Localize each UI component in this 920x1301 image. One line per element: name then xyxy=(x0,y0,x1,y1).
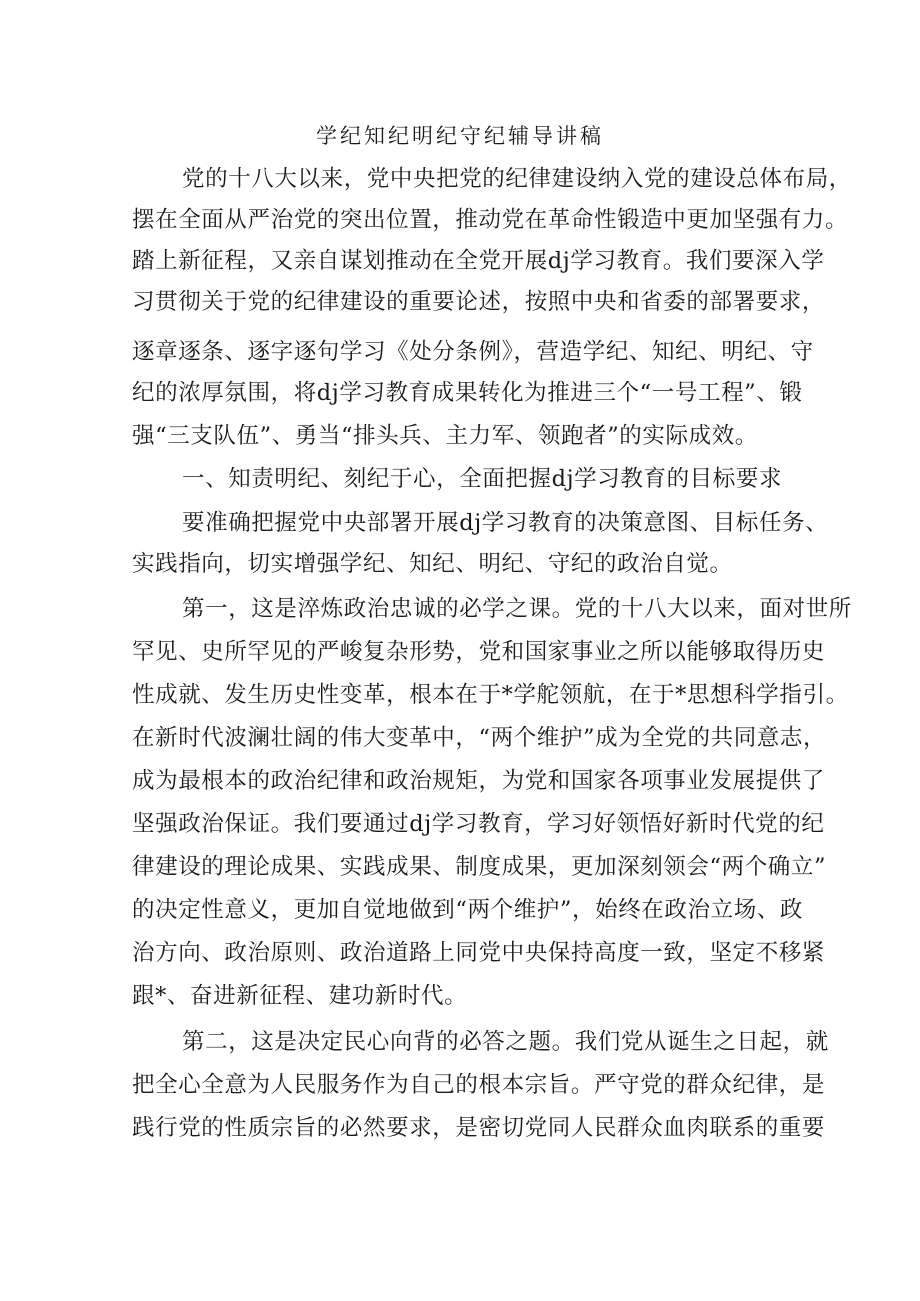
paragraph-4-line-2: 把全心全意为人民服务作为自己的根本宗旨。严守党的群众纪律，是 xyxy=(132,1072,826,1098)
paragraph-2-line-1: 要准确把握党中央部署开展dj学习教育的决策意图、目标任务、 xyxy=(182,510,829,536)
paragraph-3-line-1: 第一，这是淬炼政治忠诚的必学之课。党的十八大以来，面对世所 xyxy=(182,596,852,622)
section-heading-1: 一、知责明纪、刻纪于心，全面把握dj学习教育的目标要求 xyxy=(182,466,783,492)
paragraph-3-line-6: 坚强政治保证。我们要通过dj学习教育，学习好领悟好新时代党的纪 xyxy=(132,811,825,837)
paragraph-3-line-7: 律建设的理论成果、实践成果、制度成果，更加深刻领会“两个确立” xyxy=(132,854,827,880)
paragraph-1-line-2: 摆在全面从严治党的突出位置，推动党在革命性锻造中更加坚强有力。 xyxy=(132,207,849,233)
paragraph-4-line-3: 践行党的性质宗旨的必然要求，是密切党同人民群众血肉联系的重要 xyxy=(132,1115,826,1141)
paragraph-3-line-9: 治方向、政治原则、政治道路上同党中央保持高度一致，坚定不移紧 xyxy=(132,940,826,966)
paragraph-1-line-4: 习贯彻关于党的纪律建设的重要论述，按照中央和省委的部署要求， xyxy=(132,289,826,315)
paragraph-4-line-1: 第二，这是决定民心向背的必答之题。我们党从诞生之日起，就 xyxy=(182,1029,829,1055)
paragraph-3-line-3: 性成就、发生历史性变革，根本在于*学舵领航，在于*思想科学指引。 xyxy=(132,682,849,708)
paragraph-1-line-3: 踏上新征程，又亲自谋划推动在全党开展dj学习教育。我们要深入学 xyxy=(132,248,825,274)
paragraph-1-line-5: 逐章逐条、逐字逐句学习《处分条例》，营造学纪、知纪、明纪、守 xyxy=(132,339,814,365)
paragraph-3-line-5: 成为最根本的政治纪律和政治规矩，为党和国家各项事业发展提供了 xyxy=(132,768,826,794)
paragraph-1-line-6: 纪的浓厚氛围，将dj学习教育成果转化为推进三个“一号工程”、锻 xyxy=(132,380,803,406)
paragraph-1-line-7: 强“三支队伍”、勇当“排头兵、主力军、领跑者”的实际成效。 xyxy=(132,423,758,449)
paragraph-3-line-10: 跟*、奋进新征程、建功新时代。 xyxy=(132,983,468,1009)
paragraph-1-line-1: 党的十八大以来，党中央把党的纪律建设纳入党的建设总体布局， xyxy=(182,166,852,192)
paragraph-3-line-2: 罕见、史所罕见的严峻复杂形势，党和国家事业之所以能够取得历史 xyxy=(132,639,826,665)
paragraph-3-line-8: 的决定性意义，更加自觉地做到“两个维护”，始终在政治立场、政 xyxy=(132,897,804,923)
paragraph-3-line-4: 在新时代波澜壮阔的伟大变革中，“两个维护”成为全党的共同意志， xyxy=(132,725,827,751)
document-title: 学纪知纪明纪守纪辅导讲稿 xyxy=(316,124,604,148)
paragraph-2-line-2: 实践指向，切实增强学纪、知纪、明纪、守纪的政治自觉。 xyxy=(132,551,733,577)
